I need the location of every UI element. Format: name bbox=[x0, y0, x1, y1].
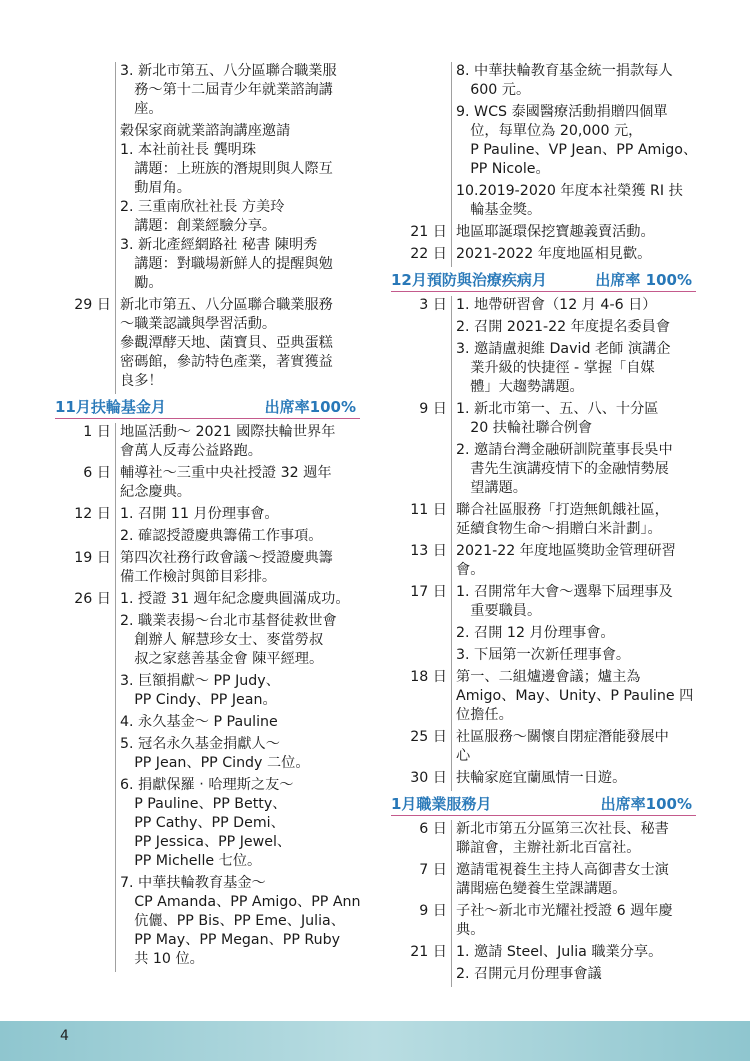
text-line: 1. 新北市第一、五、八、十分區 bbox=[456, 401, 659, 417]
text-line: 3. 巨額捐獻～ PP Judy、 bbox=[120, 673, 280, 689]
text-line: 典。 bbox=[456, 922, 485, 938]
section-title: 12月預防與治療疾病月 bbox=[391, 271, 547, 289]
text-line: PP Nicole。 bbox=[456, 161, 550, 177]
text-line: 第四次社務行政會議～授證慶典籌 bbox=[120, 550, 333, 566]
schedule-entry bbox=[391, 902, 696, 943]
entry-text bbox=[451, 861, 696, 902]
entry-text bbox=[451, 182, 696, 223]
schedule-entry bbox=[391, 103, 696, 182]
schedule-entry bbox=[55, 62, 360, 122]
text-line: 備工作檢討與節目彩排。 bbox=[120, 569, 277, 585]
schedule-entry bbox=[391, 943, 696, 965]
text-line: PP Cindy、PP Jean。 bbox=[120, 692, 277, 708]
section-header bbox=[391, 794, 696, 816]
schedule-entry bbox=[391, 223, 696, 245]
schedule-entry bbox=[391, 296, 696, 318]
text-line: 1. 召開常年大會～選舉下屆理事及 bbox=[456, 584, 673, 600]
entry-text bbox=[451, 340, 696, 400]
text-line: ～職業認識與學習活動。 bbox=[120, 316, 277, 332]
text-line: 1. 邀請 Steel、Julia 職業分享。 bbox=[456, 944, 663, 960]
text-line: 輔導社～三重中央社授證 32 週年 bbox=[120, 465, 332, 481]
text-line: 6. 捐獻保羅 ‧ 哈理斯之友～ bbox=[120, 777, 294, 793]
text-line: 延續食物生命～捐贈白米計劃」。 bbox=[456, 521, 662, 537]
section-title: 11月扶輪基金月 bbox=[55, 398, 166, 416]
schedule-entry bbox=[391, 318, 696, 340]
text-line: 7. 中華扶輪教育基金～ bbox=[120, 875, 266, 891]
schedule-entry bbox=[391, 646, 696, 668]
schedule-entry bbox=[391, 400, 696, 441]
entry-date: 6 日 bbox=[83, 465, 111, 481]
text-line: 2. 三重南欣社社長 方美玲 bbox=[120, 199, 285, 215]
entry-date: 22 日 bbox=[410, 246, 447, 262]
text-line: 講聞癌色變養生堂課講題。 bbox=[456, 881, 627, 897]
text-line: 扶輪家庭宜蘭風情一日遊。 bbox=[456, 770, 627, 786]
entry-text bbox=[115, 590, 360, 612]
schedule-entry bbox=[55, 505, 360, 527]
section-title: 1月職業服務月 bbox=[391, 795, 492, 813]
text-line: 會萬人反毒公益路跑。 bbox=[120, 443, 262, 459]
text-line: 良多！ bbox=[120, 373, 163, 389]
entry-text bbox=[115, 296, 360, 394]
schedule-entry bbox=[55, 122, 360, 296]
attendance-rate: 出席率100% bbox=[600, 795, 692, 813]
entry-date: 12 日 bbox=[74, 506, 111, 522]
entry-text bbox=[115, 527, 360, 549]
section-header bbox=[55, 397, 360, 419]
text-line: 聯誼會，主辦社新北百富社。 bbox=[456, 840, 641, 856]
entry-text bbox=[115, 464, 360, 505]
entry-date: 7 日 bbox=[419, 862, 447, 878]
text-line: 創辦人 解慧珍女士、麥當勞叔 bbox=[120, 632, 324, 648]
text-line: 2. 召開 2021-22 年度提名委員會 bbox=[456, 319, 671, 335]
entry-text bbox=[451, 103, 697, 182]
text-line: 1. 召開 11 月份理事會。 bbox=[120, 506, 279, 522]
schedule-entry bbox=[391, 501, 696, 542]
text-line: 心 bbox=[456, 748, 471, 764]
entry-date: 26 日 bbox=[74, 591, 111, 607]
text-line: 3. 邀請盧昶維 David 老師 演講企 bbox=[456, 341, 671, 357]
text-line: P Pauline、VP Jean、PP Amigo、 bbox=[456, 142, 698, 158]
entry-date: 19 日 bbox=[74, 550, 111, 566]
schedule-entry bbox=[391, 668, 696, 728]
text-line: 講題：創業經驗分享。 bbox=[120, 218, 277, 234]
schedule-entry bbox=[391, 965, 696, 987]
text-line: 4. 永久基金～ P Pauline bbox=[120, 714, 278, 730]
text-line: 輪基金獎。 bbox=[456, 202, 542, 218]
text-line: 望講題。 bbox=[456, 480, 527, 496]
schedule-entry bbox=[55, 464, 360, 505]
entry-text bbox=[451, 583, 696, 624]
text-line: 座。 bbox=[120, 101, 163, 117]
entry-text bbox=[451, 902, 696, 943]
schedule-entry bbox=[55, 590, 360, 612]
schedule-entry bbox=[55, 423, 360, 464]
text-line: 20 扶輪社聯合例會 bbox=[456, 420, 593, 436]
entry-text bbox=[451, 318, 696, 340]
text-line: 聯合社區服務「打造無飢餓社區， bbox=[456, 502, 669, 518]
entry-text bbox=[115, 874, 361, 972]
text-line: 2. 召開 12 月份理事會。 bbox=[456, 625, 615, 641]
text-line: 10.2019-2020 年度本社榮獲 RI 扶 bbox=[456, 183, 683, 199]
text-line: 5. 冠名永久基金捐獻人～ bbox=[120, 736, 280, 752]
schedule-entry bbox=[55, 874, 360, 972]
schedule-entry bbox=[55, 549, 360, 590]
entry-text bbox=[115, 776, 360, 874]
schedule-entry bbox=[391, 769, 696, 791]
text-line: 會。 bbox=[456, 562, 485, 578]
text-line: 新北市第五分區第三次社長、秘書 bbox=[456, 821, 669, 837]
footer-band bbox=[0, 1021, 750, 1061]
entry-date: 29 日 bbox=[74, 297, 111, 313]
entry-text bbox=[451, 624, 696, 646]
text-line: 位擔任。 bbox=[456, 707, 513, 723]
entry-text bbox=[115, 735, 360, 776]
text-line: 2021-22 年度地區獎助金管理研習 bbox=[456, 543, 676, 559]
page-number: 4 bbox=[60, 1028, 69, 1044]
schedule-entry bbox=[391, 861, 696, 902]
entry-text bbox=[451, 223, 696, 245]
entry-date: 18 日 bbox=[410, 669, 447, 685]
entry-text bbox=[451, 965, 696, 987]
entry-text bbox=[115, 62, 360, 122]
text-line: 重要職員。 bbox=[456, 603, 542, 619]
left-column bbox=[55, 62, 360, 972]
entry-date: 21 日 bbox=[410, 944, 447, 960]
text-line: 共 10 位。 bbox=[120, 951, 204, 967]
entry-date: 3 日 bbox=[419, 297, 447, 313]
text-line: 務～第十二屆青少年就業諮詢講 bbox=[120, 82, 333, 98]
text-line: 9. WCS 泰國醫療活動捐贈四個單 bbox=[456, 104, 668, 120]
entry-text bbox=[451, 245, 696, 267]
text-line: 講題：對職場新鮮人的提醒與勉 bbox=[120, 256, 333, 272]
text-line: 新北市第五、八分區聯合職業服務 bbox=[120, 297, 333, 313]
section-header bbox=[391, 270, 696, 292]
entry-date: 30 日 bbox=[410, 770, 447, 786]
text-line: 書先生演講疫情下的金融情勢展 bbox=[456, 461, 669, 477]
schedule-entry bbox=[391, 245, 696, 267]
text-line: 講題：上班族的潛規則與人際互 bbox=[120, 161, 333, 177]
entry-date: 21 日 bbox=[410, 224, 447, 240]
entry-date: 6 日 bbox=[419, 821, 447, 837]
text-line: 子社～新北市光耀社授證 6 週年慶 bbox=[456, 903, 673, 919]
text-line: PP Cathy、PP Demi、 bbox=[120, 815, 285, 831]
schedule-entry bbox=[391, 542, 696, 583]
entry-text bbox=[115, 122, 360, 296]
text-line: 業升級的快捷徑 - 掌握「自媒 bbox=[456, 360, 655, 376]
text-line: 伉儷、PP Bis、PP Eme、Julia、 bbox=[120, 913, 345, 929]
entry-date: 1 日 bbox=[83, 424, 111, 440]
text-line: 位，每單位為 20,000 元， bbox=[456, 123, 643, 139]
entry-text bbox=[451, 820, 696, 861]
text-line: 叔之家慈善基金會 陳平經理。 bbox=[120, 651, 324, 667]
text-line: Amigo、May、Unity、P Pauline 四 bbox=[456, 688, 694, 704]
schedule-entry bbox=[55, 672, 360, 713]
text-line: 地區活動～ 2021 國際扶輪世界年 bbox=[120, 424, 336, 440]
entry-text bbox=[451, 441, 696, 501]
entry-text bbox=[451, 501, 696, 542]
schedule-entry bbox=[391, 62, 696, 103]
text-line: 2. 召開元月份理事會議 bbox=[456, 966, 602, 982]
text-line: 3. 新北產經網路社 秘書 陳明秀 bbox=[120, 237, 318, 253]
text-line: 2. 邀請台灣金融研訓院董事長吳中 bbox=[456, 442, 673, 458]
entry-text bbox=[451, 943, 696, 965]
text-line: P Pauline、PP Betty、 bbox=[120, 796, 287, 812]
entry-text bbox=[451, 542, 696, 583]
schedule-entry bbox=[391, 820, 696, 861]
text-line: 第一、二組爐邊會議；爐主為 bbox=[456, 669, 641, 685]
text-line: 2021-2022 年度地區相見歡。 bbox=[456, 246, 652, 262]
schedule-entry bbox=[55, 527, 360, 549]
entry-text bbox=[451, 646, 696, 668]
schedule-entry bbox=[55, 713, 360, 735]
text-line: 1. 地帶研習會（12 月 4-6 日） bbox=[456, 297, 657, 313]
schedule-entry bbox=[55, 296, 360, 394]
text-line: PP May、PP Megan、PP Ruby bbox=[120, 932, 341, 948]
schedule-entry bbox=[391, 340, 696, 400]
text-line: 邀請電視養生主持人高御書女士演 bbox=[456, 862, 669, 878]
entry-text bbox=[115, 423, 360, 464]
attendance-rate: 出席率 100% bbox=[595, 271, 692, 289]
text-line: 社區服務～關懷自閉症潛能發展中 bbox=[456, 729, 669, 745]
text-line: 地區耶誕環保挖寶趣義賣活動。 bbox=[456, 224, 655, 240]
schedule-entry bbox=[55, 776, 360, 874]
schedule-entry bbox=[391, 624, 696, 646]
entry-text bbox=[451, 296, 696, 318]
text-line: 參觀潭酵天地、菌寶貝、亞典蛋糕 bbox=[120, 335, 333, 351]
entry-date: 13 日 bbox=[410, 543, 447, 559]
schedule-entry bbox=[391, 728, 696, 769]
text-line: 1. 授證 31 週年紀念慶典圓滿成功。 bbox=[120, 591, 350, 607]
entry-text bbox=[115, 713, 360, 735]
entry-text bbox=[115, 612, 360, 672]
text-line: 3. 新北市第五、八分區聯合職業服 bbox=[120, 63, 337, 79]
schedule-entry bbox=[55, 612, 360, 672]
text-line: 勵。 bbox=[120, 275, 163, 291]
schedule-entry bbox=[391, 441, 696, 501]
entry-text bbox=[451, 668, 696, 728]
entry-text bbox=[115, 549, 360, 590]
text-line: 穀保家商就業諮詢講座邀請 bbox=[120, 123, 291, 139]
text-line: PP Jean、PP Cindy 二位。 bbox=[120, 755, 310, 771]
schedule-entry bbox=[391, 583, 696, 624]
text-line: 8. 中華扶輪教育基金統一捐款每人 bbox=[456, 63, 673, 79]
text-line: 動眉角。 bbox=[120, 180, 191, 196]
entry-date: 11 日 bbox=[410, 502, 447, 518]
text-line: 體」大趨勢講題。 bbox=[456, 379, 584, 395]
entry-text bbox=[451, 769, 696, 791]
entry-text bbox=[115, 505, 360, 527]
schedule-entry bbox=[391, 182, 696, 223]
attendance-rate: 出席率100% bbox=[264, 398, 356, 416]
text-line: 2. 職業表揚～台北市基督徒救世會 bbox=[120, 613, 337, 629]
text-line: 600 元。 bbox=[456, 82, 531, 98]
text-line: 紀念慶典。 bbox=[120, 484, 191, 500]
text-line: 密碼館，參訪特色產業，著實獲益 bbox=[120, 354, 333, 370]
entry-text bbox=[451, 400, 696, 441]
text-line: PP Jessica、PP Jewel、 bbox=[120, 834, 292, 850]
entry-date: 25 日 bbox=[410, 729, 447, 745]
text-line: 1. 本社前社長 龔明珠 bbox=[120, 142, 257, 158]
text-line: CP Amanda、PP Amigo、PP Ann bbox=[120, 894, 361, 910]
text-line: PP Michelle 七位。 bbox=[120, 853, 262, 869]
entry-text bbox=[451, 728, 696, 769]
right-column bbox=[391, 62, 696, 987]
text-line: 2. 確認授證慶典籌備工作事項。 bbox=[120, 528, 323, 544]
text-line: 3. 下屆第一次新任理事會。 bbox=[456, 647, 631, 663]
entry-date: 9 日 bbox=[419, 903, 447, 919]
entry-date: 17 日 bbox=[410, 584, 447, 600]
entry-text bbox=[451, 62, 696, 103]
entry-text bbox=[115, 672, 360, 713]
entry-date: 9 日 bbox=[419, 401, 447, 417]
schedule-entry bbox=[55, 735, 360, 776]
